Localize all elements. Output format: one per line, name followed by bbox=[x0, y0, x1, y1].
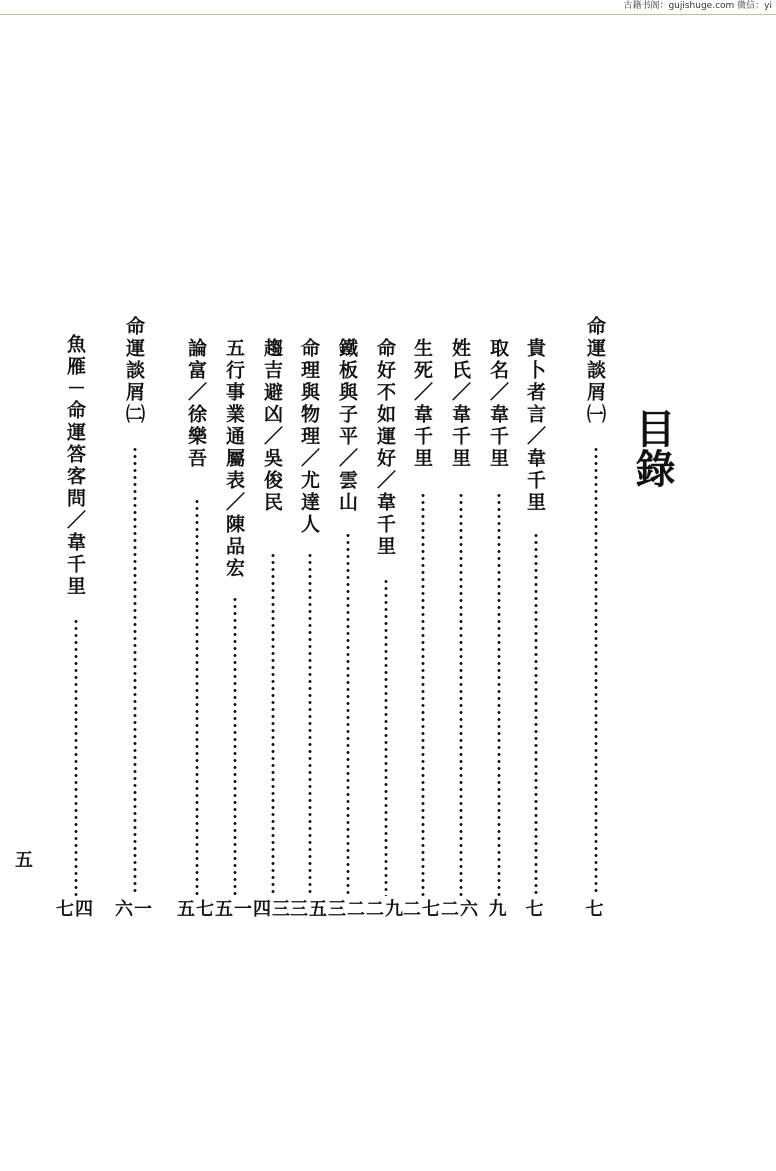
entry-title: 鐵板與子平／雲山 bbox=[336, 338, 358, 514]
dot-leader bbox=[346, 532, 350, 896]
entry-page-number: 七 bbox=[525, 899, 545, 920]
entry-title: 魚雁－命運答客問／韋千里 bbox=[64, 334, 86, 598]
entry-title: 趨吉避凶／吳俊民 bbox=[261, 338, 283, 514]
page-number: 五 bbox=[15, 850, 33, 871]
dot-leader bbox=[271, 552, 275, 896]
entry-page-number: 二六 bbox=[441, 899, 479, 920]
entry-page-number: 四三 bbox=[253, 899, 291, 920]
entry-page-number: 九 bbox=[488, 899, 508, 920]
entry-title: 貴卜者言／韋千里 bbox=[524, 338, 546, 514]
page-title: 目錄 bbox=[629, 408, 676, 488]
dot-leader bbox=[459, 492, 463, 896]
dot-leader bbox=[233, 596, 237, 896]
dot-leader bbox=[195, 498, 199, 896]
dot-leader bbox=[384, 578, 388, 896]
entry-page-number: 七四 bbox=[56, 899, 94, 920]
entry-title: 論富／徐樂吾 bbox=[185, 338, 207, 470]
entry-page-number: 五一 bbox=[215, 899, 253, 920]
entry-title: 命好不如運好／韋千里 bbox=[374, 338, 396, 558]
dot-leader bbox=[74, 618, 78, 896]
entry-title: 生死／韋千里 bbox=[411, 338, 433, 470]
dot-leader bbox=[534, 532, 538, 896]
dot-leader bbox=[133, 446, 137, 896]
dot-leader bbox=[421, 492, 425, 896]
entry-title: 取名／韋千里 bbox=[487, 338, 509, 470]
entry-page-number: 二九 bbox=[366, 899, 404, 920]
dot-leader bbox=[308, 552, 312, 896]
entry-title: 五行事業通屬表／陳品宏 bbox=[223, 338, 245, 580]
entry-title: 姓氏／韋千里 bbox=[449, 338, 471, 470]
entry-page-number: 三五 bbox=[290, 899, 328, 920]
entry-title: 命運談屑㈡ bbox=[123, 316, 145, 426]
entry-page-number: 七 bbox=[585, 899, 605, 920]
entry-page-number: 六一 bbox=[115, 899, 153, 920]
entry-page-number: 三二 bbox=[328, 899, 366, 920]
entry-page-number: 二七 bbox=[403, 899, 441, 920]
entry-page-number: 五七 bbox=[177, 899, 215, 920]
entry-title: 命理與物理／尤達人 bbox=[298, 338, 320, 536]
watermark-text: 古籍书阁：gujishuge.com 微信：yi bbox=[623, 1, 772, 11]
entry-title: 命運談屑㈠ bbox=[584, 316, 606, 426]
dot-leader bbox=[497, 492, 501, 896]
dot-leader bbox=[594, 446, 598, 894]
top-banner bbox=[0, 0, 776, 15]
